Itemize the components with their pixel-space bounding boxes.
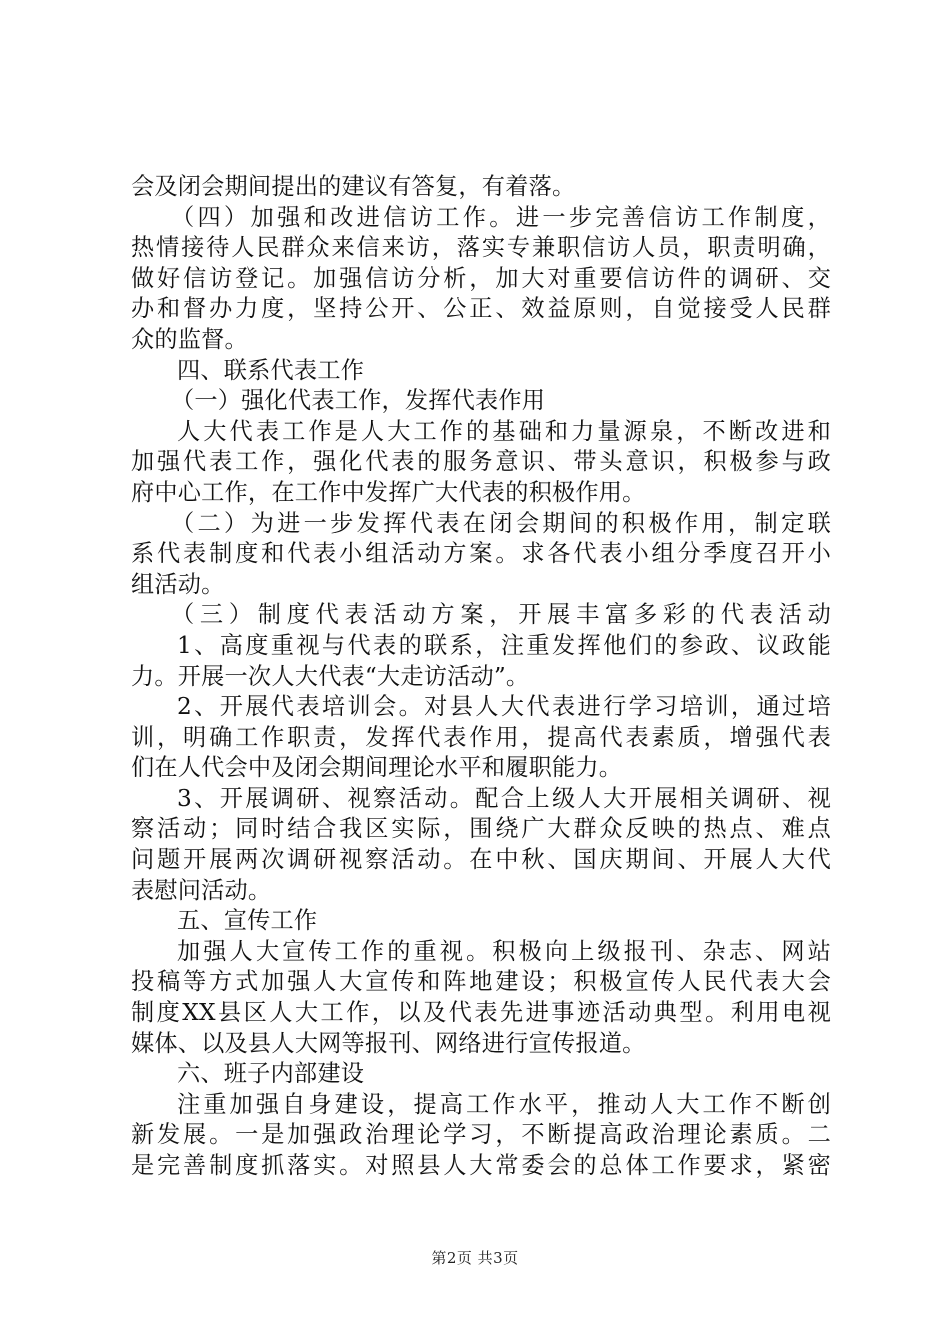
text-line: 训，明确工作职责，发挥代表作用，提高代表素质，增强代表 [131,723,831,751]
text-line: 察活动；同时结合我区实际，围绕广大群众反映的热点、难点 [131,815,831,843]
text-line: 系代表制度和代表小组活动方案。求各代表小组分季度召开小 [131,540,831,568]
text-line: 问题开展两次调研视察活动。在中秋、国庆期间、开展人大代 [131,846,831,874]
text-line: 表慰问活动。 [131,876,272,904]
text-line: 众的监督。 [131,325,248,353]
text-line: 新发展。一是加强政治理论学习，不断提高政治理论素质。二 [131,1121,831,1149]
text-line: 力。开展一次人大代表“大走访活动”。 [131,662,530,690]
text-line: 2、开展代表培训会。对县人大代表进行学习培训，通过培 [177,693,831,721]
text-line: （一）强化代表工作，发挥代表作用 [171,387,546,415]
text-line: 会及闭会期间提出的建议有答复，有着落。 [131,173,576,200]
text-line: 媒体、以及县人大网等报刊、网络进行宣传报道。 [131,1029,646,1057]
text-line: 加强人大宣传工作的重视。积极向上级报刊、杂志、网站 [177,937,831,965]
text-line: 四、联系代表工作 [177,356,365,384]
text-line: 投稿等方式加强人大宣传和阵地建设；积极宣传人民代表大会 [131,968,831,996]
text-line: 热情接待人民群众来信来访，落实专兼职信访人员，职责明确， [131,234,831,262]
text-line: 是完善制度抓落实。对照县人大常委会的总体工作要求，紧密 [131,1152,831,1179]
text-line: 五、宣传工作 [177,907,318,935]
document-body [131,172,831,1182]
text-line: 3、开展调研、视察活动。配合上级人大开展相关调研、视 [177,784,831,812]
text-line: 做好信访登记。加强信访分析，加大对重要信访件的调研、交 [131,264,831,292]
text-line: 注重加强自身建设，提高工作水平，推动人大工作不断创 [177,1090,831,1118]
text-line: 办和督办力度，坚持公开、公正、效益原则，自觉接受人民群 [131,295,831,323]
text-line: 1、高度重视与代表的联系，注重发挥他们的参政、议政能 [177,631,831,659]
page-footer: 第2页 共3页 [431,1249,519,1267]
text-line: 组活动。 [131,570,225,598]
text-line: 制度XX县区人大工作，以及代表先进事迹活动典型。利用电视 [131,999,831,1027]
text-line: （三）制度代表活动方案，开展丰富多彩的代表活动 [171,601,831,629]
text-line: 六、班子内部建设 [177,1060,365,1088]
text-line: （二）为进一步发挥代表在闭会期间的积极作用，制定联 [171,509,831,537]
text-line: 人大代表工作是人大工作的基础和力量源泉，不断改进和 [177,417,831,445]
text-line: （四）加强和改进信访工作。进一步完善信访工作制度， [171,203,831,231]
text-line: 们在人代会中及闭会期间理论水平和履职能力。 [131,754,623,782]
text-line: 府中心工作，在工作中发挥广大代表的积极作用。 [131,478,646,506]
text-line: 加强代表工作，强化代表的服务意识、带头意识，积极参与政 [131,448,831,476]
